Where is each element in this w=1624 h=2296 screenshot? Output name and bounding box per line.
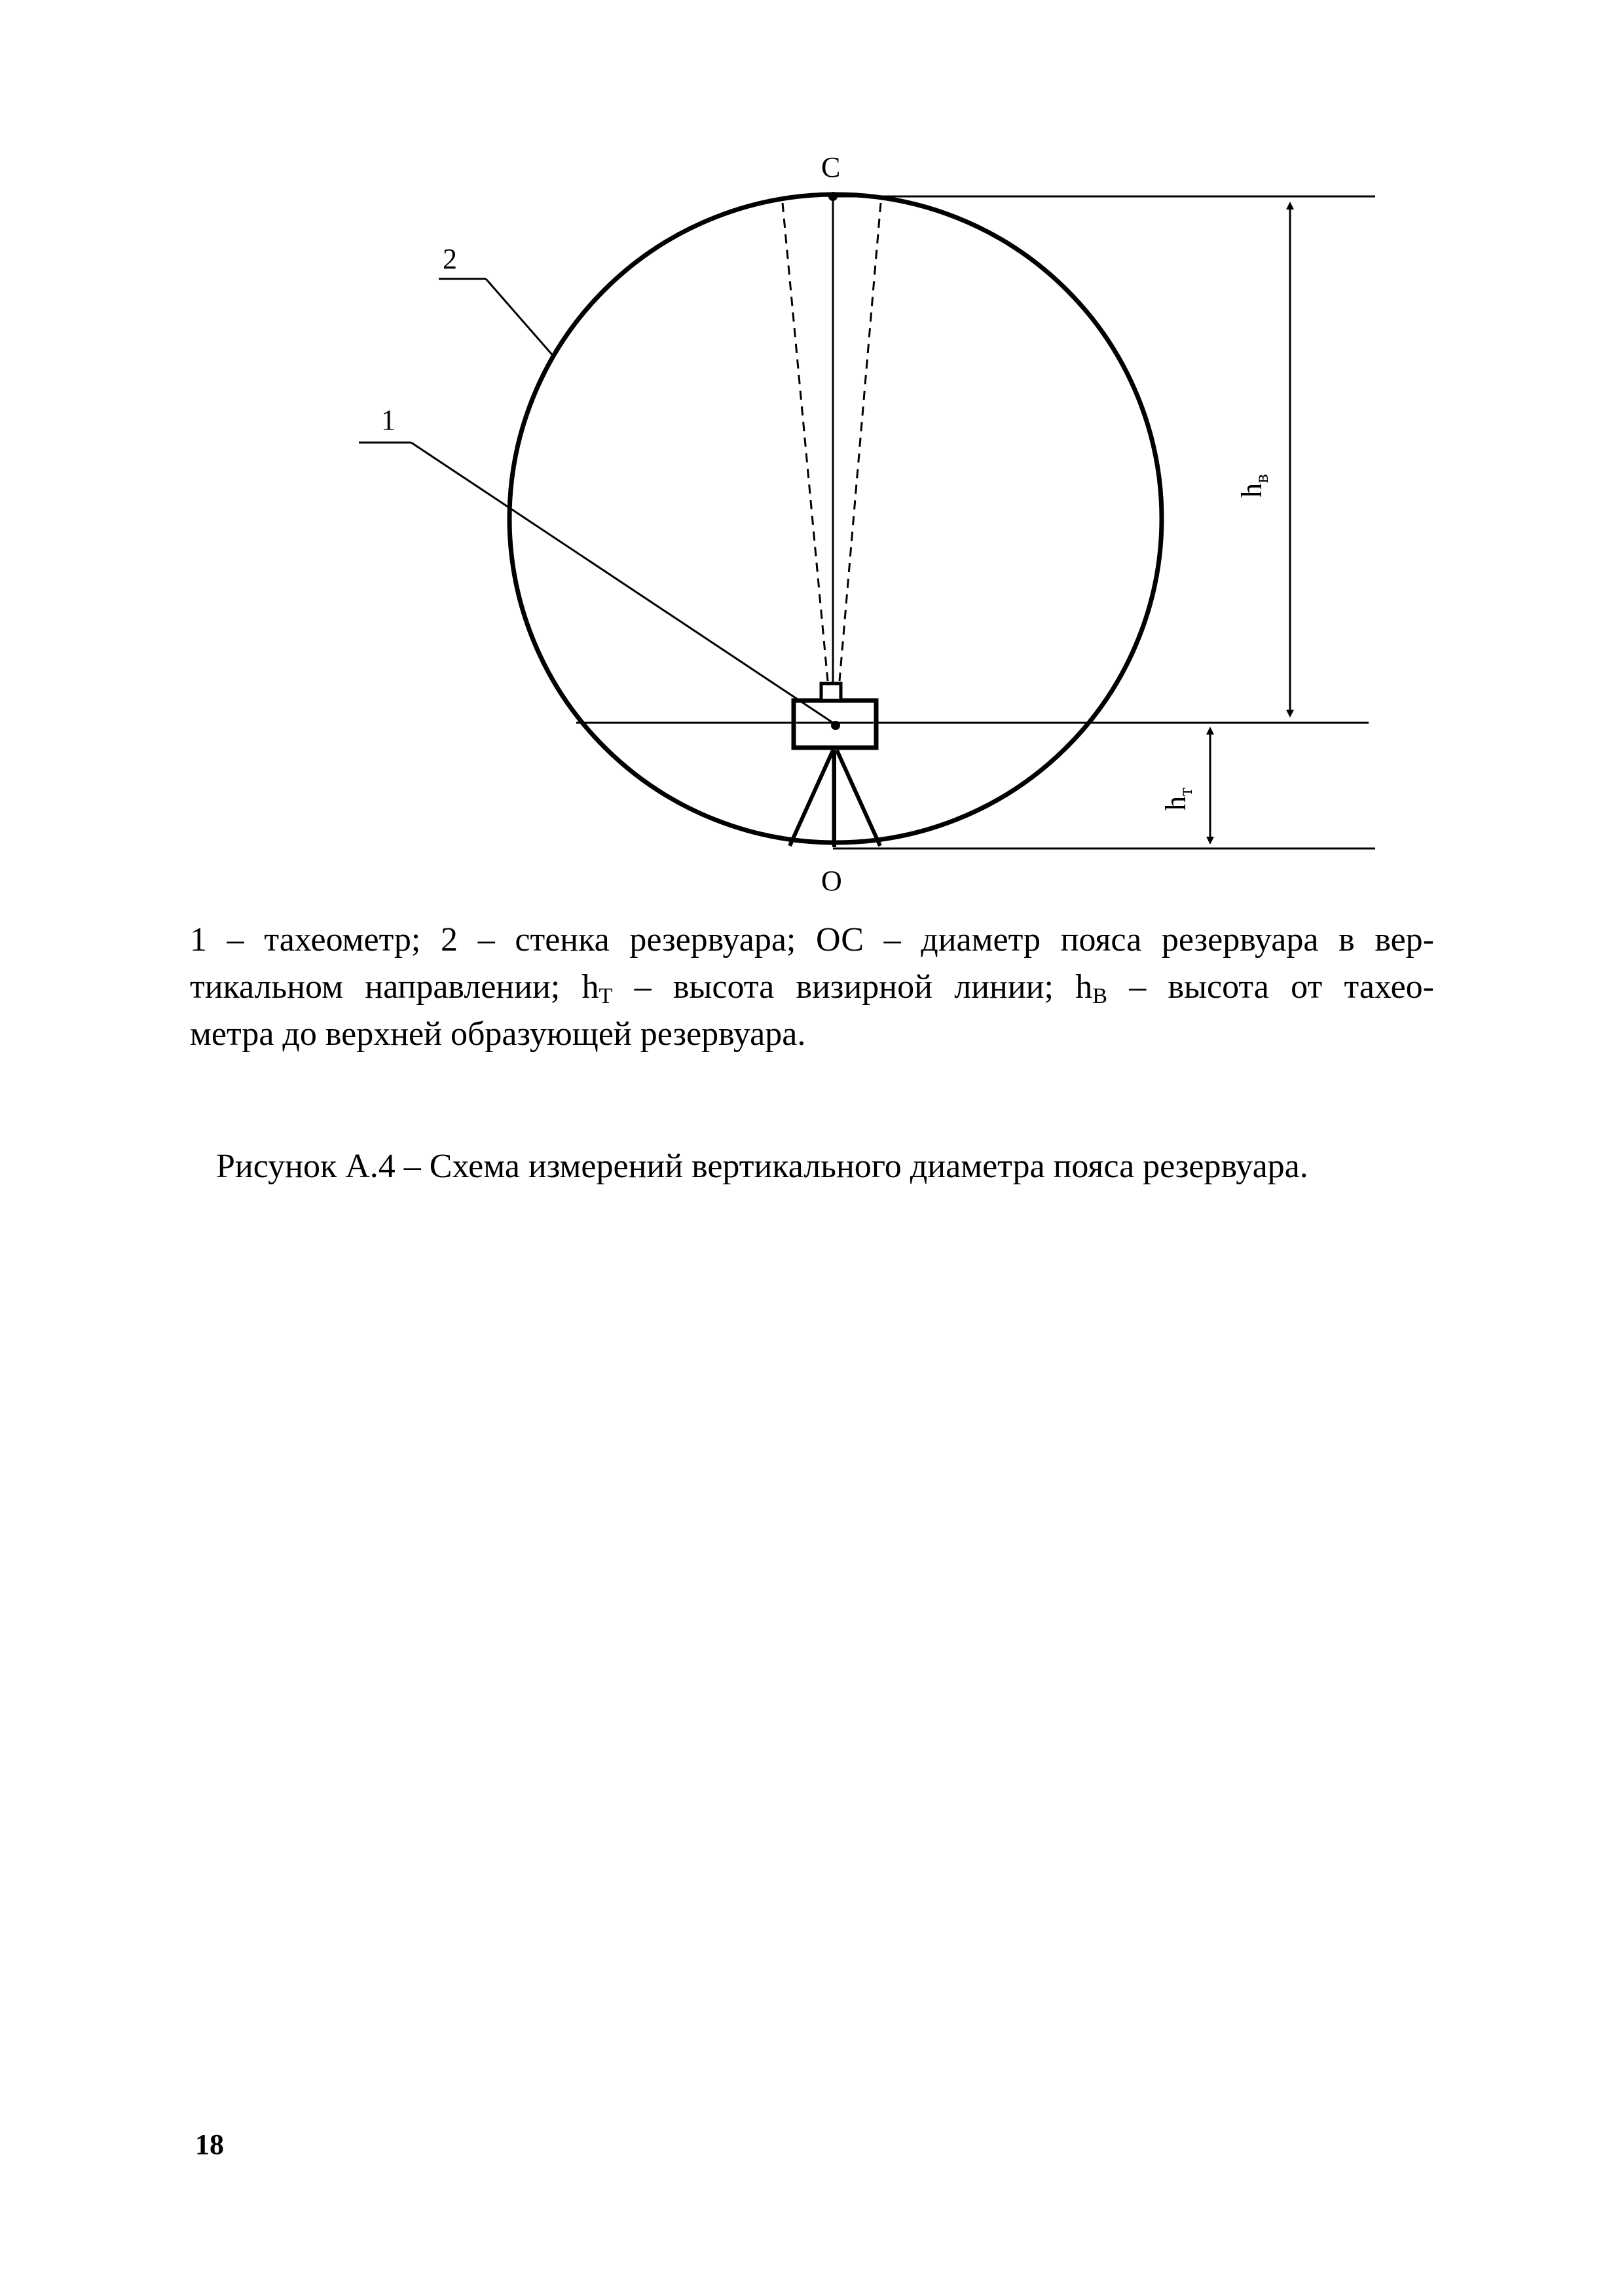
legend-line-3: метра до верхней образующей резервуара. — [190, 1015, 806, 1053]
callout-2-label: 2 — [443, 243, 457, 275]
total-station-eyepiece — [821, 683, 841, 701]
callout-1-leader — [411, 443, 833, 723]
callout-2-leader — [486, 279, 554, 357]
callout-1-label: 1 — [381, 404, 396, 436]
page-number: 18 — [195, 2128, 224, 2160]
legend-line-2: тикальном направлении; $h_Т$ – высота визирной линии; $h_В$ – высота от тахео- — [190, 968, 1435, 1008]
legend-line-1: 1 – тахеометр; 2 – стенка резервуара; ОС – диаметр пояса резервуара в вер- — [190, 921, 1434, 958]
tripod-leg-left — [790, 750, 833, 846]
point-c-label: С — [821, 151, 841, 183]
sight-line-right — [840, 203, 881, 681]
diagram — [0, 0, 1624, 903]
dim-label-lower: $h_т$ — [1160, 787, 1196, 811]
figure-title: Рисунок А.4 – Схема измерений вертикального диаметра пояса резервуара. — [216, 1148, 1308, 1185]
sight-line-left — [783, 203, 828, 681]
dim-label-upper: $h_в$ — [1236, 473, 1272, 498]
tripod-leg-right — [837, 750, 880, 846]
figure-legend — [190, 917, 1434, 1058]
point-o-label: О — [821, 865, 842, 897]
